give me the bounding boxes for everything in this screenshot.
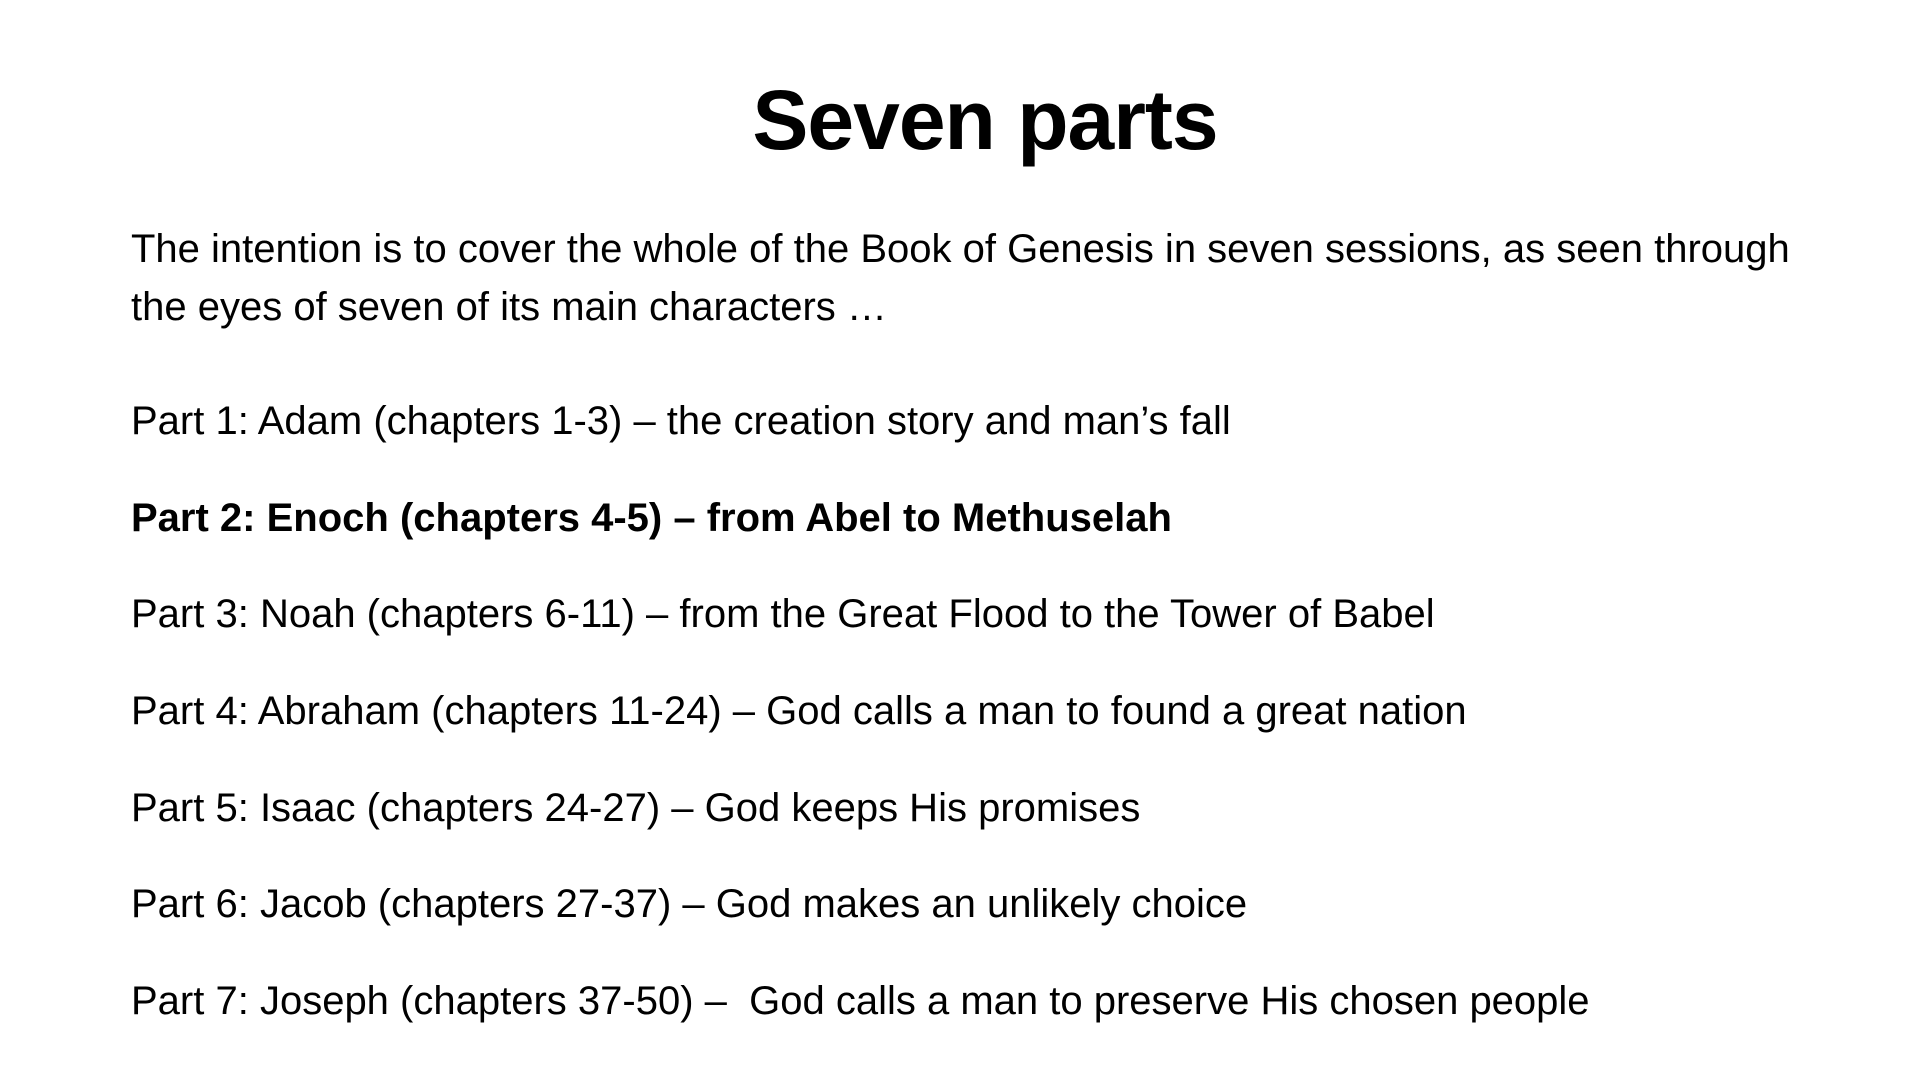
part-item-4: Part 4: Abraham (chapters 11-24) – God calls a man to found a great nation — [131, 689, 1467, 734]
part-item-7: Part 7: Joseph (chapters 37-50) – God calls a man to preserve His chosen people — [131, 979, 1590, 1024]
part-item-1: Part 1: Adam (chapters 1-3) – the creation story and man’s fall — [131, 399, 1231, 443]
part-item-6: Part 6: Jacob (chapters 27-37) – God makes an unlikely choice — [131, 882, 1248, 927]
part-item-3: Part 3: Noah (chapters 6-11) – from the Great Flood to the Tower of Babel — [131, 592, 1435, 637]
parts-list — [131, 396, 1831, 1073]
part-item-5: Part 5: Isaac (chapters 24-27) – God keeps His promises — [131, 785, 1141, 830]
part-item-2: Part 2: Enoch (chapters 4-5) – from Abel to Methuselah — [131, 495, 1172, 540]
intro-paragraph: The intention is to cover the whole of the Book of Genesis in seven sessions, as seen through the eyes of seven of its main characters … — [131, 227, 1790, 329]
slide-title: Seven parts — [752, 73, 1218, 167]
